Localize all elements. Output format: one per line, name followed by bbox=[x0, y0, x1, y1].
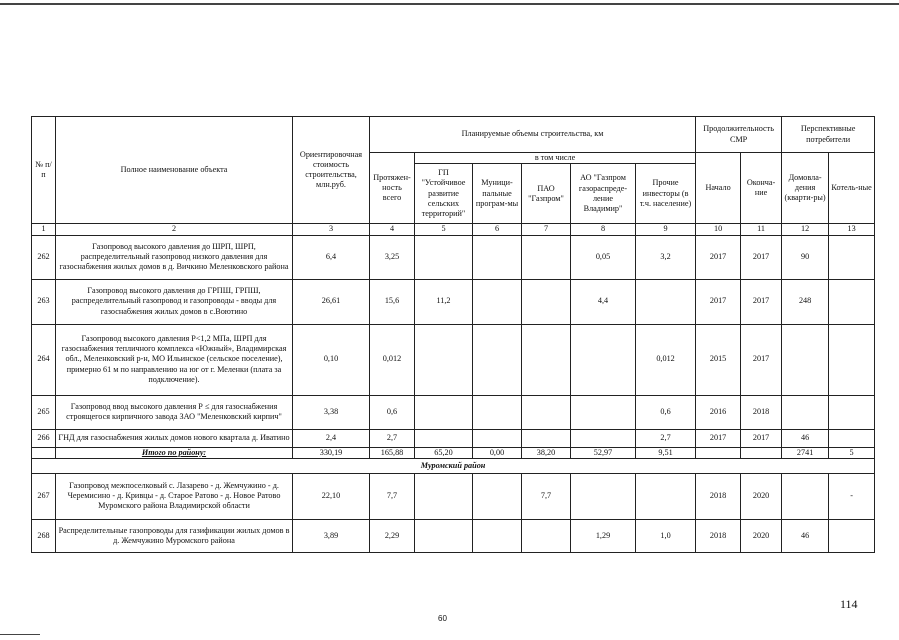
row-boilers bbox=[829, 519, 875, 552]
row-num: 268 bbox=[32, 519, 56, 552]
row-num: 266 bbox=[32, 429, 56, 447]
col-number: 11 bbox=[741, 224, 782, 235]
total-municipal: 0,00 bbox=[473, 447, 522, 458]
row-num: 262 bbox=[32, 235, 56, 279]
header-planned: Планируемые объемы строительства, км bbox=[370, 117, 696, 153]
header-gp: ГП "Устойчивое развитие сельских территорий" bbox=[415, 164, 473, 224]
row-boilers bbox=[829, 235, 875, 279]
row-cost: 0,10 bbox=[293, 324, 370, 395]
row-boilers bbox=[829, 324, 875, 395]
row-municipal bbox=[473, 519, 522, 552]
row-end: 2017 bbox=[741, 429, 782, 447]
header-including: в том числе bbox=[415, 153, 696, 164]
row-num: 264 bbox=[32, 324, 56, 395]
header-other: Прочие инвесторы (в т.ч. население) bbox=[636, 164, 696, 224]
row-ao: 0,05 bbox=[571, 235, 636, 279]
row-cost: 2,4 bbox=[293, 429, 370, 447]
row-other: 0,6 bbox=[636, 395, 696, 429]
object-name: Газопровод высокого давления Р<1,2 МПа, ШРП для газоснабжения тепличного комплекса «Южный», Владимирская обл., Меленковский р-н, МО Ильинское (сельское поселение), примерно 61 м по направлению на юг от г. Меленки (плата за подключение). bbox=[56, 324, 293, 395]
row-cost: 22,10 bbox=[293, 473, 370, 519]
total-homes: 2741 bbox=[782, 447, 829, 458]
col-number: 4 bbox=[370, 224, 415, 235]
col-number: 2 bbox=[56, 224, 293, 235]
table-row bbox=[32, 279, 875, 324]
object-name: Газопровод ввод высокого давления Р ≤ для газоснабжения строящегося кирпичного завода ЗАО "Меленковский кирпич" bbox=[56, 395, 293, 429]
row-end: 2017 bbox=[741, 235, 782, 279]
total-pao: 38,20 bbox=[522, 447, 571, 458]
col-number: 9 bbox=[636, 224, 696, 235]
row-num: 263 bbox=[32, 279, 56, 324]
row-municipal bbox=[473, 395, 522, 429]
header-name: Полное наименование объекта bbox=[56, 117, 293, 224]
row-end: 2018 bbox=[741, 395, 782, 429]
row-length: 15,6 bbox=[370, 279, 415, 324]
col-number: 6 bbox=[473, 224, 522, 235]
row-end: 2017 bbox=[741, 279, 782, 324]
row-gp bbox=[415, 473, 473, 519]
row-boilers bbox=[829, 429, 875, 447]
object-name: Распределительные газопроводы для газификации жилых домов в д. Жемчужино Муромского района bbox=[56, 519, 293, 552]
row-length: 7,7 bbox=[370, 473, 415, 519]
table-row bbox=[32, 395, 875, 429]
col-number: 8 bbox=[571, 224, 636, 235]
object-name: ГНД для газоснабжения жилых домов нового квартала д. Иватино bbox=[56, 429, 293, 447]
page-number: 114 bbox=[840, 597, 858, 611]
objects-table bbox=[31, 116, 875, 553]
row-other: 3,2 bbox=[636, 235, 696, 279]
row-municipal bbox=[473, 235, 522, 279]
row-start: 2018 bbox=[696, 473, 741, 519]
row-gp bbox=[415, 519, 473, 552]
total-label: Итого по району: bbox=[56, 447, 293, 458]
bottom-rule bbox=[0, 634, 40, 635]
col-number: 3 bbox=[293, 224, 370, 235]
header-duration: Продолжительность СМР bbox=[696, 117, 782, 153]
total-boilers: 5 bbox=[829, 447, 875, 458]
row-municipal bbox=[473, 324, 522, 395]
row-homes: 46 bbox=[782, 519, 829, 552]
row-pao: 7,7 bbox=[522, 473, 571, 519]
total-length: 165,88 bbox=[370, 447, 415, 458]
row-municipal bbox=[473, 473, 522, 519]
row-pao bbox=[522, 279, 571, 324]
row-end: 2017 bbox=[741, 324, 782, 395]
col-number: 5 bbox=[415, 224, 473, 235]
row-boilers bbox=[829, 395, 875, 429]
row-start: 2017 bbox=[696, 279, 741, 324]
object-name: Газопровод высокого давления до ШРП, ШРП, распределительный газопровод низкого давления для газоснабжения жилых домов в д. Вичкино Меленковского района bbox=[56, 235, 293, 279]
row-municipal bbox=[473, 429, 522, 447]
col-number: 13 bbox=[829, 224, 875, 235]
table-row bbox=[32, 429, 875, 447]
header-start: Начало bbox=[696, 153, 741, 224]
row-ao bbox=[571, 429, 636, 447]
total-other: 9,51 bbox=[636, 447, 696, 458]
header-ao: АО "Газпром газораспреде-ление Владимир" bbox=[571, 164, 636, 224]
row-num: 265 bbox=[32, 395, 56, 429]
row-homes: 248 bbox=[782, 279, 829, 324]
row-homes bbox=[782, 324, 829, 395]
object-name: Газопровод межпоселковый с. Лазарево - д. Жемчужино - д. Черемисино - д. Кривцы - д. Старое Ратово - д. Новое Ратово Муромского района Владимирской области bbox=[56, 473, 293, 519]
row-boilers bbox=[829, 279, 875, 324]
col-number: 1 bbox=[32, 224, 56, 235]
header-municipal: Муници-пальные програм-мы bbox=[473, 164, 522, 224]
row-ao: 4,4 bbox=[571, 279, 636, 324]
row-length: 0,012 bbox=[370, 324, 415, 395]
rows-melenki bbox=[32, 235, 875, 447]
row-length: 0,6 bbox=[370, 395, 415, 429]
total-ao: 52,97 bbox=[571, 447, 636, 458]
object-name: Газопровод высокого давления до ГРПШ, ГРПШ, распределительный газопровод и газопроводы - вводы для газоснабжения жилых домов в с.Воютино bbox=[56, 279, 293, 324]
row-start: 2017 bbox=[696, 235, 741, 279]
row-homes bbox=[782, 473, 829, 519]
row-gp bbox=[415, 395, 473, 429]
row-homes: 46 bbox=[782, 429, 829, 447]
row-ao bbox=[571, 473, 636, 519]
col-number: 10 bbox=[696, 224, 741, 235]
header-boilers: Котель-ные bbox=[829, 153, 875, 224]
total-row bbox=[32, 447, 875, 458]
row-cost: 6,4 bbox=[293, 235, 370, 279]
total-end bbox=[741, 447, 782, 458]
row-cost: 3,89 bbox=[293, 519, 370, 552]
table-row bbox=[32, 324, 875, 395]
header-num: № п/п bbox=[32, 117, 56, 224]
row-gp bbox=[415, 429, 473, 447]
header-consumers: Перспективные потребители bbox=[782, 117, 875, 153]
row-start: 2018 bbox=[696, 519, 741, 552]
total-start bbox=[696, 447, 741, 458]
district-heading: Муромский район bbox=[32, 458, 875, 473]
total-section bbox=[32, 447, 875, 473]
table-row bbox=[32, 473, 875, 519]
total-cost: 330,19 bbox=[293, 447, 370, 458]
row-length: 2,7 bbox=[370, 429, 415, 447]
col-number: 12 bbox=[782, 224, 829, 235]
header-homes: Домовла-дения (кварти-ры) bbox=[782, 153, 829, 224]
total-num bbox=[32, 447, 56, 458]
row-length: 2,29 bbox=[370, 519, 415, 552]
row-end: 2020 bbox=[741, 473, 782, 519]
row-cost: 3,38 bbox=[293, 395, 370, 429]
row-other bbox=[636, 473, 696, 519]
row-pao bbox=[522, 324, 571, 395]
row-pao bbox=[522, 429, 571, 447]
row-pao bbox=[522, 395, 571, 429]
row-start: 2017 bbox=[696, 429, 741, 447]
row-gp bbox=[415, 235, 473, 279]
row-pao bbox=[522, 519, 571, 552]
table-header bbox=[32, 117, 875, 236]
row-ao bbox=[571, 324, 636, 395]
row-homes: 90 bbox=[782, 235, 829, 279]
rows-murom bbox=[32, 473, 875, 552]
row-boilers: - bbox=[829, 473, 875, 519]
row-start: 2016 bbox=[696, 395, 741, 429]
row-gp: 11,2 bbox=[415, 279, 473, 324]
row-homes bbox=[782, 395, 829, 429]
district-row bbox=[32, 458, 875, 473]
table-row bbox=[32, 235, 875, 279]
row-num: 267 bbox=[32, 473, 56, 519]
row-other: 2,7 bbox=[636, 429, 696, 447]
row-ao bbox=[571, 395, 636, 429]
row-municipal bbox=[473, 279, 522, 324]
row-other bbox=[636, 279, 696, 324]
row-gp bbox=[415, 324, 473, 395]
row-ao: 1,29 bbox=[571, 519, 636, 552]
total-gp: 65,20 bbox=[415, 447, 473, 458]
row-length: 3,25 bbox=[370, 235, 415, 279]
col-number: 7 bbox=[522, 224, 571, 235]
header-length: Протяжен-ность всего bbox=[370, 153, 415, 224]
row-start: 2015 bbox=[696, 324, 741, 395]
row-pao bbox=[522, 235, 571, 279]
header-end: Оконча-ние bbox=[741, 153, 782, 224]
table-row bbox=[32, 519, 875, 552]
top-rule bbox=[0, 3, 899, 5]
header-pao: ПАО "Газпром" bbox=[522, 164, 571, 224]
header-cost: Ориентировочная стоимость строительства, млн.руб. bbox=[293, 117, 370, 224]
footer-number: 60 bbox=[438, 614, 447, 623]
row-other: 1,0 bbox=[636, 519, 696, 552]
row-end: 2020 bbox=[741, 519, 782, 552]
row-other: 0,012 bbox=[636, 324, 696, 395]
row-cost: 26,61 bbox=[293, 279, 370, 324]
